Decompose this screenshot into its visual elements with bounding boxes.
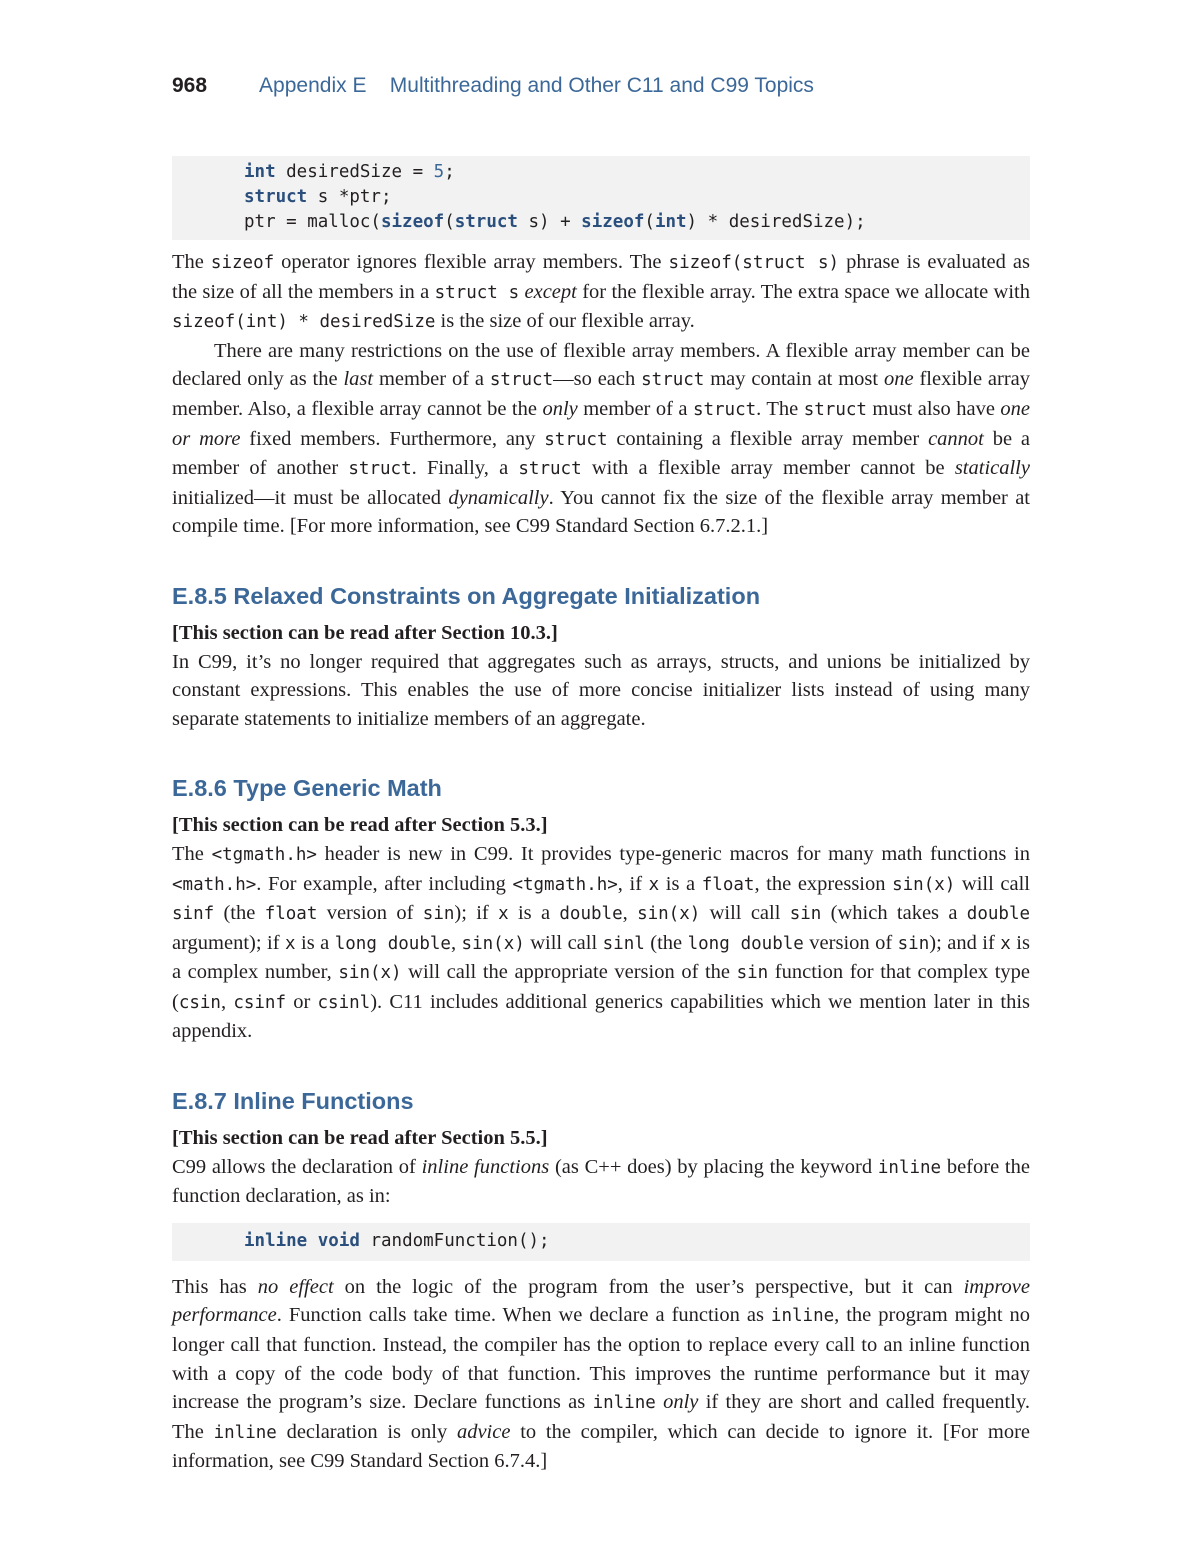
code-text: ptr = malloc( [244, 212, 381, 232]
emphasis: dynamically [448, 486, 549, 509]
text-run: is a [295, 931, 335, 954]
text-run: , the program might no longer call that function. Instead, the compiler has the option to replace every call to an inline function with a copy of the code body of that function. This improves the runtime performance but it may increase the program’s size. Declare functions as [172, 1304, 1030, 1414]
inline-code: x [285, 933, 296, 954]
inline-code: sin [789, 904, 822, 925]
text-run: member of a [373, 368, 490, 391]
inline-code: long double [687, 933, 804, 954]
inline-code: inline [592, 1393, 656, 1414]
text-run: ); if [454, 902, 499, 925]
inline-code: sin(x) [637, 904, 701, 925]
emphasis: only [542, 397, 578, 420]
inline-code: struct s [434, 282, 520, 303]
paragraph-restrictions [172, 337, 1030, 541]
text-run: may contain at most [704, 368, 884, 391]
section-heading: E.8.5 Relaxed Constraints on Aggregate Initialization [172, 582, 761, 609]
inline-code: sizeof [210, 253, 275, 273]
text-run: if they are short and called frequently. The [172, 1391, 1030, 1443]
text-run: flexible array member. Also, a flexible array cannot be the [172, 368, 1031, 420]
text-run: or [286, 990, 318, 1013]
text-run: with a flexible array member cannot be [581, 457, 955, 480]
text-run: function for that complex type ( [172, 961, 1030, 1013]
code-text: randomFunction(); [359, 1230, 550, 1251]
code-keyword: struct [244, 187, 308, 207]
page-content [172, 156, 1030, 1476]
code-keyword: int [244, 162, 276, 182]
code-text [307, 1231, 318, 1251]
text-run: (which takes a [821, 902, 967, 925]
running-title: Appendix E Multithreading and Other C11 and C99 Topics [259, 74, 814, 97]
paragraph-tgmath [172, 840, 1030, 1046]
inline-code: csinl [317, 992, 371, 1013]
code-text: s) + [517, 212, 582, 232]
text-run: will call [700, 902, 790, 925]
paragraph-sizeof [172, 248, 1030, 337]
inline-code: float [701, 874, 755, 895]
inline-code: sizeof(int) * desiredSize [172, 312, 436, 333]
inline-code: <tgmath.h> [512, 874, 618, 895]
text-run: The [172, 842, 212, 865]
text-run: This has [172, 1275, 258, 1298]
text-run: be a member of another [172, 427, 1030, 480]
read-after-note: [This section can be read after Section 5.5.] [172, 1127, 548, 1150]
text-run: , the expression [754, 872, 893, 895]
text-run: must also have [866, 397, 1001, 420]
paragraph-inline-intro [172, 1153, 1030, 1211]
text-run: , [450, 931, 462, 954]
code-line [244, 185, 1030, 210]
text-run: to the compiler, which can decide to ignore it. [For more information, see C99 Standard Section 6.7.4.] [172, 1420, 1030, 1473]
text-run: version of [803, 931, 898, 954]
inline-code: sin(x) [892, 874, 956, 895]
inline-code: inline [877, 1157, 942, 1178]
inline-code: struct [803, 399, 867, 420]
section-heading: E.8.6 Type Generic Math [172, 775, 442, 802]
code-keyword: sizeof [380, 212, 445, 232]
inline-code: sin [422, 904, 455, 925]
code-line [244, 160, 1030, 185]
inline-code: sin(x) [461, 933, 525, 954]
text-run: is a [659, 872, 702, 895]
text-run: (as C++ does) by placing the keyword [549, 1155, 878, 1178]
code-keyword: struct [454, 212, 518, 232]
text-run: . For example, after including [256, 872, 513, 895]
emphasis: statically [954, 457, 1030, 480]
inline-code: <tgmath.h> [211, 844, 317, 865]
code-text: desiredSize = [275, 162, 434, 182]
emphasis: cannot [928, 427, 984, 450]
code-keyword: inline [244, 1230, 308, 1251]
text-run: ). C11 includes additional generics capabilities which we mention later in this appendix. [172, 990, 1030, 1043]
read-after-note: [This section can be read after Section 10.3.] [172, 621, 558, 644]
code-line [244, 210, 1030, 235]
text-run: —so each [553, 368, 642, 391]
code-block-malloc [172, 156, 1030, 240]
read-after-note: [This section can be read after Section 5.3.] [172, 814, 548, 837]
code-text: ) * desiredSize); [686, 212, 866, 232]
text-run: fixed members. Furthermore, any [240, 427, 545, 450]
text-run: argument); if [172, 931, 286, 954]
text-run: , [220, 990, 234, 1013]
inline-code: long double [334, 933, 451, 954]
text-run: . You cannot fix the size of the flexible array member at compile time. [For more information, see C99 Standard Section 6.7.2.1.] [172, 486, 1030, 538]
text-run: is the size of our flexible array. [435, 310, 695, 333]
code-text: ( [444, 212, 455, 232]
text-run: operator ignores flexible array members. The [274, 251, 669, 273]
text-run: before the function declaration, as in: [172, 1155, 1030, 1208]
running-head [172, 74, 814, 104]
text-run: The [172, 251, 211, 273]
inline-code: inline [213, 1422, 277, 1443]
paragraph-inline-performance [172, 1273, 1030, 1476]
inline-code: double [559, 904, 623, 925]
text-run: (the [214, 902, 265, 925]
inline-code: x [498, 904, 509, 925]
emphasis: last [343, 368, 374, 391]
paragraph-aggregate: In C99, it’s no longer required that aggregates such as arrays, structs, and unions be initialized by constant expressions. This enables the use of more concise initializer lists instead of using many separate statements to initialize members of an aggregate. [172, 650, 1030, 730]
text-run: for the flexible array. The extra space we allocate with [576, 280, 1031, 303]
emphasis: improve performance [172, 1275, 1030, 1327]
inline-code: sin [736, 963, 769, 984]
text-run: will call [524, 931, 603, 954]
emphasis: only [663, 1391, 699, 1414]
text-run: version of [317, 902, 423, 925]
inline-code: double [966, 904, 1031, 925]
emphasis: advice [456, 1420, 511, 1443]
code-text: ; [444, 162, 455, 182]
text-run: initialized—it must be allocated [172, 486, 449, 509]
section-heading: E.8.7 Inline Functions [172, 1088, 414, 1115]
emphasis: one or more [172, 397, 1030, 450]
text-run: containing a flexible array member [607, 427, 929, 450]
inline-code: x [648, 874, 660, 895]
text-run: ); and if [929, 931, 1001, 954]
text-run: . The [756, 397, 804, 420]
inline-code: struct [544, 429, 608, 450]
text-run: . Function calls take time. When we declare a function as [276, 1304, 771, 1327]
text-run: (the [644, 931, 688, 954]
code-number: 5 [433, 162, 445, 182]
inline-code: struct [641, 370, 705, 391]
text-run: C99 allows the declaration of [172, 1155, 422, 1178]
code-text: ( [644, 212, 655, 232]
inline-code: <math.h> [172, 874, 257, 895]
text-run: phrase is evaluated as the size of all the members in a [172, 251, 1030, 303]
inline-code: float [264, 904, 318, 925]
inline-code: struct [348, 459, 412, 480]
emphasis: inline functions [421, 1155, 550, 1178]
text-run: declaration is only [276, 1420, 457, 1443]
text-run [656, 1391, 663, 1413]
text-run: header is new in C99. It provides type-generic macros for many math functions in [316, 842, 1031, 865]
text-run: There are many restrictions on the use of flexible array members. A flexible array member can be declared only as the [172, 339, 1030, 391]
emphasis: no effect [257, 1275, 334, 1298]
inline-code: struct [692, 399, 757, 420]
code-keyword: int [654, 212, 687, 232]
inline-code: sinf [172, 904, 215, 925]
inline-code: sin [897, 933, 930, 954]
inline-code: csinf [233, 992, 287, 1013]
code-keyword: void [317, 1230, 360, 1251]
text-run: , if [617, 872, 649, 895]
inline-code: x [1000, 933, 1011, 954]
code-block-inline [172, 1223, 1030, 1261]
inline-code: sizeof(struct s) [668, 253, 840, 273]
text-run: on the logic of the program from the user’s perspective, but it can [333, 1275, 964, 1298]
inline-code: csin [178, 992, 221, 1013]
code-text: s *ptr; [307, 187, 392, 207]
inline-code: sin(x) [338, 963, 402, 984]
inline-code: inline [770, 1306, 835, 1327]
text-run: will call the appropriate version of the [401, 961, 737, 984]
emphasis: one [883, 368, 914, 391]
text-run: is a [508, 902, 560, 925]
text-run: will call [955, 872, 1030, 895]
inline-code: struct [518, 459, 582, 480]
text-run: , [622, 902, 638, 925]
inline-code: struct [489, 370, 554, 391]
code-line [244, 1229, 1030, 1254]
text-run: is a complex number, [172, 931, 1030, 984]
code-keyword: sizeof [581, 212, 645, 232]
text-run: . Finally, a [411, 457, 519, 480]
inline-code: sinl [602, 933, 645, 954]
page-number: 968 [172, 74, 208, 97]
emphasis: except [524, 280, 577, 303]
text-run: member of a [577, 397, 693, 420]
